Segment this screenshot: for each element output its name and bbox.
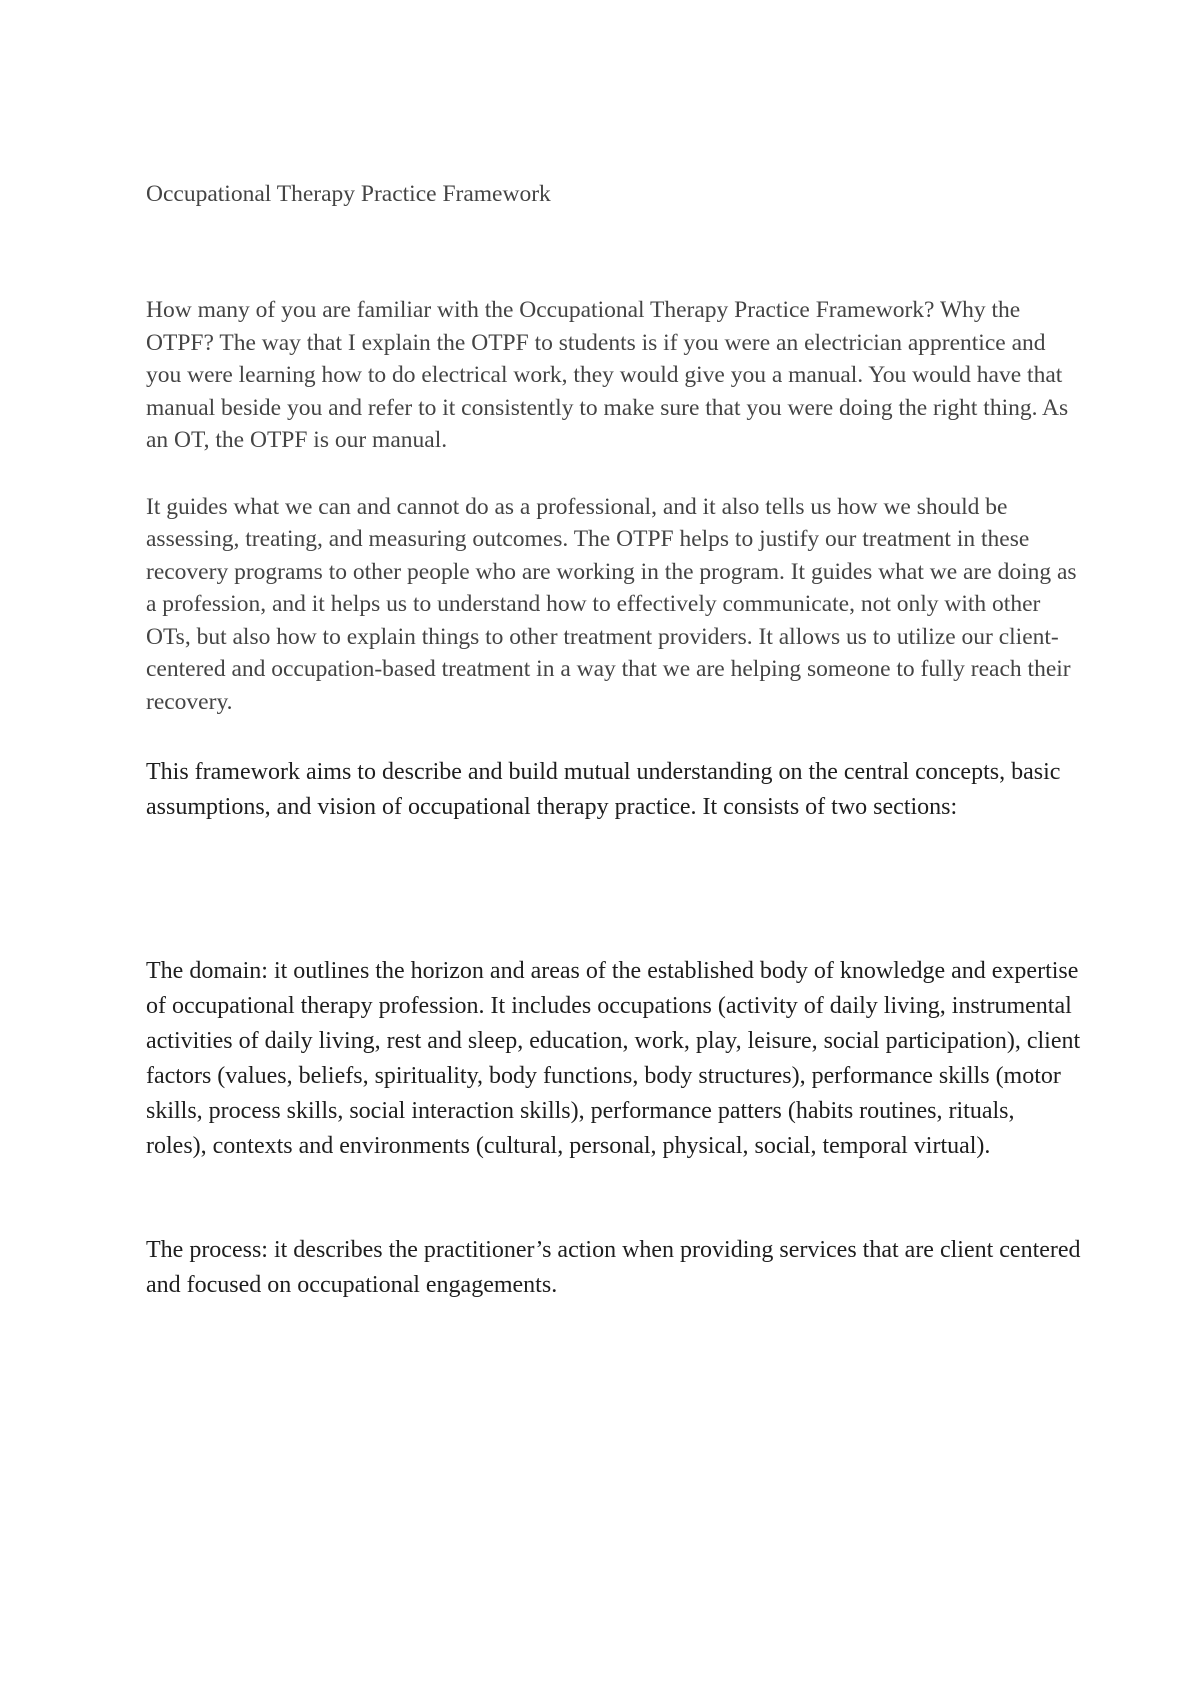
document-body	[146, 178, 1081, 1303]
paragraph-intro: How many of you are familiar with the Occupational Therapy Practice Framework? Why the OTPF? The way that I explain the OTPF to students is if you were an electrician apprentice and you were learning how to do electrical work, they would give you a manual. You would have that manual beside you and refer to it consistently to make sure that you were doing the right thing. As an OT, the OTPF is our manual.	[146, 297, 1069, 453]
document-title: Occupational Therapy Practice Framework	[146, 181, 551, 207]
paragraph-framework-aims: This framework aims to describe and build mutual understanding on the central concepts, basic assumptions, and vision of occupational therapy practice. It consists of two sections:	[146, 759, 1061, 820]
paragraph-guides: It guides what we can and cannot do as a professional, and it also tells us how we should be assessing, treating, and measuring outcomes. The OTPF helps to justify our treatment in these recovery programs to other people who are working in the program. It guides what we are doing as a profession, and it helps us to understand how to effectively communicate, not only with other OTs, but also how to explain things to other treatment providers. It allows us to utilize our client-centered and occupation-based treatment in a way that we are helping someone to fully reach their recovery.	[146, 493, 1077, 715]
paragraph-domain: The domain: it outlines the horizon and areas of the established body of knowledge and expertise of occupational therapy profession. It includes occupations (activity of daily living, instrumental activities of daily living, rest and sleep, education, work, play, leisure, social participation), client factors (values, beliefs, spirituality, body functions, body structures), performance skills (motor skills, process skills, social interaction skills), performance patters (habits routines, rituals, roles), contexts and environments (cultural, personal, physical, social, temporal virtual).	[146, 958, 1081, 1159]
paragraph-process: The process: it describes the practitioner’s action when providing services that are client centered and focused on occupational engagements.	[146, 1237, 1081, 1298]
